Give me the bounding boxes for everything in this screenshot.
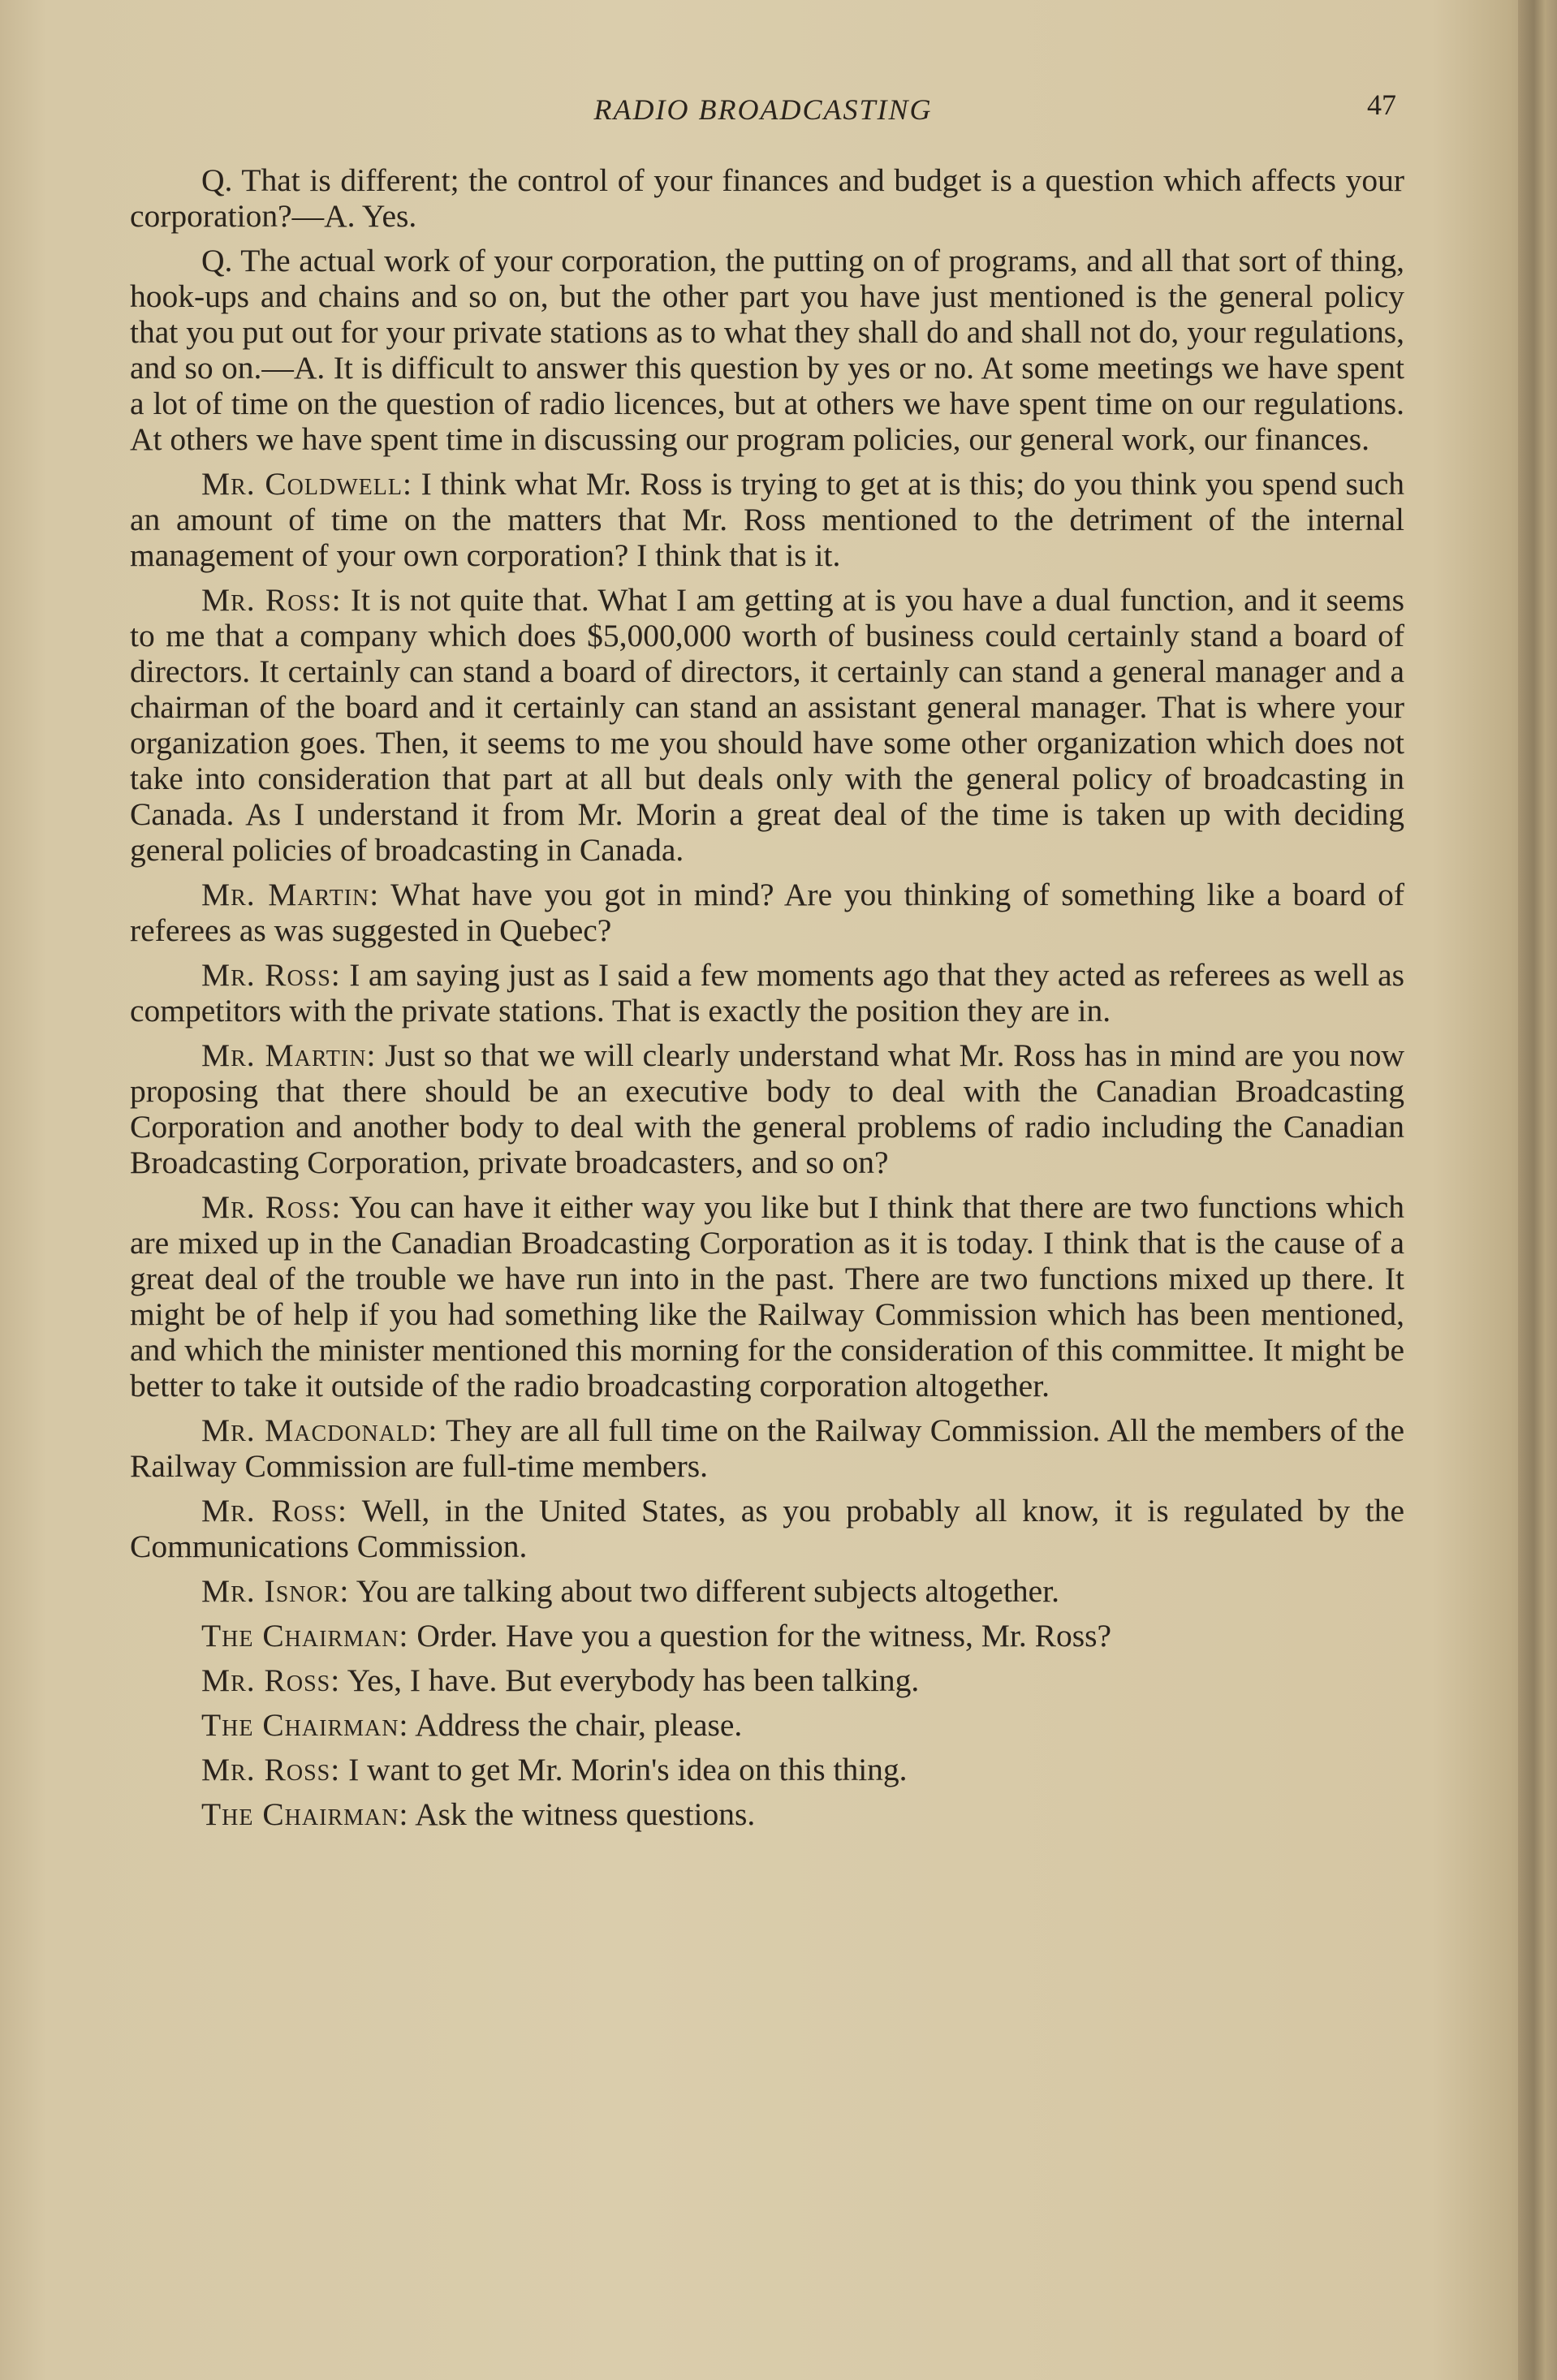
paragraph — [130, 1707, 1404, 1743]
speaker-name: The Chairman: — [201, 1707, 409, 1743]
speaker-name: Mr. Ross: — [201, 1493, 347, 1528]
paragraph — [130, 1618, 1404, 1653]
paragraph-text: I think what Mr. Ross is trying to get at is this; do you think you spend such an amount of time on the matters that Mr. Ross mentioned to the detriment of the internal management of your own corporation? I think that is it. — [130, 466, 1405, 573]
paragraph — [130, 1189, 1404, 1403]
speaker-name: Mr. Coldwell: — [201, 466, 412, 502]
paragraph — [130, 877, 1404, 948]
paragraph-text: Order. Have you a question for the witness, Mr. Ross? — [416, 1618, 1112, 1653]
paragraph-text: I am saying just as I said a few moments ago that they acted as referees as well as competitors with the private stations. That is exactly the position they are in. — [130, 957, 1405, 1028]
speaker-name: The Chairman: — [201, 1796, 409, 1832]
paragraph — [130, 1412, 1404, 1484]
paragraph-text: What have you got in mind? Are you thinking of something like a board of referees as was suggested in Quebec? — [130, 877, 1404, 948]
paragraph — [130, 162, 1404, 234]
body-text — [130, 162, 1404, 1841]
paragraph — [130, 582, 1404, 868]
speaker-name: Mr. Martin: — [201, 877, 380, 912]
paragraph-text: Just so that we will clearly understand what Mr. Ross has in mind are you now proposing that there should be an executive body to deal with the Canadian Broadcasting Corporation and another body to deal with the general problems of radio including the Canadian Broadcasting Corporation, private broadcasters, and so on? — [130, 1037, 1404, 1180]
paragraph — [130, 1493, 1404, 1564]
paragraph-text: Q. The actual work of your corporation, the putting on of programs, and all that sort of thing, hook-ups and chains and so on, but the other part you have just mentioned is the general policy that you put out for your private stations as to what they shall do and shall not do, your regulations, and so on.—A. It is difficult to answer this question by yes or no. At some meetings we have spent a lot of time on the question of radio licences, but at others we have spent time on our regulations. At others we have spent time in discussing our program policies, our general work, our finances. — [130, 243, 1404, 457]
paragraph — [130, 957, 1404, 1028]
paragraph — [130, 1752, 1404, 1787]
paragraph-text: Yes, I have. But everybody has been talking. — [347, 1662, 920, 1698]
paragraph-text: You are talking about two different subjects altogether. — [356, 1573, 1060, 1609]
paragraph — [130, 1796, 1404, 1832]
paragraph-text: Address the chair, please. — [415, 1707, 743, 1743]
speaker-name: Mr. Martin: — [201, 1037, 377, 1073]
speaker-name: Mr. Ross: — [201, 1189, 342, 1225]
paragraph-text: You can have it either way you like but I think that there are two functions which are mixed up in the Canadian Broadcasting Corporation as it is today. I think that is the cause of a great deal of the trouble we have run into in the past. There are two functions mixed up there. It might be of help if you had something like the Railway Commission which has been mentioned, and which the minister mentioned this morning for the consideration of this committee. It might be better to take it outside of the radio broadcasting corporation altogether. — [130, 1189, 1404, 1403]
running-title: RADIO BROADCASTING — [593, 93, 933, 126]
paragraph-text: Well, in the United States, as you probably all know, it is regulated by the Communications Commission. — [130, 1493, 1404, 1564]
paragraph-text: It is not quite that. What I am getting at is you have a dual function, and it seems to me that a company which does $5,000,000 worth of business could certainly stand a board of directors. It certainly can stand a board of directors, it certainly can stand a general manager and a chairman of the board and it certainly can stand an assistant general manager. That is where your organization goes. Then, it seems to me you should have some other organization which does not take into consideration that part at all but deals only with the general policy of broadcasting in Canada. As I understand it from Mr. Morin a great deal of the time is taken up with deciding general policies of broadcasting in Canada. — [130, 582, 1405, 868]
paragraph-text: Ask the witness questions. — [415, 1796, 756, 1832]
speaker-name: Mr. Isnor: — [201, 1573, 350, 1609]
paragraph — [130, 1573, 1404, 1609]
page-edge — [1518, 0, 1557, 2380]
speaker-name: Mr. Ross: — [201, 1662, 341, 1698]
speaker-name: Mr. Macdonald: — [201, 1412, 438, 1448]
paragraph-text: Q. That is different; the control of your finances and budget is a question which affects your corporation?—A. Yes. — [130, 162, 1404, 234]
page-header — [130, 88, 1396, 136]
speaker-name: Mr. Ross: — [201, 957, 341, 993]
speaker-name: Mr. Ross: — [201, 582, 342, 618]
speaker-name: Mr. Ross: — [201, 1752, 341, 1787]
paragraph-text: They are all full time on the Railway Commission. All the members of the Railway Commission are full-time members. — [130, 1412, 1405, 1484]
paragraph — [130, 243, 1404, 457]
speaker-name: The Chairman: — [201, 1618, 409, 1653]
page-number: 47 — [1367, 88, 1396, 121]
paragraph — [130, 466, 1404, 573]
paragraph-text: I want to get Mr. Morin's idea on this thing. — [348, 1752, 908, 1787]
paragraph — [130, 1037, 1404, 1180]
paragraph — [130, 1662, 1404, 1698]
